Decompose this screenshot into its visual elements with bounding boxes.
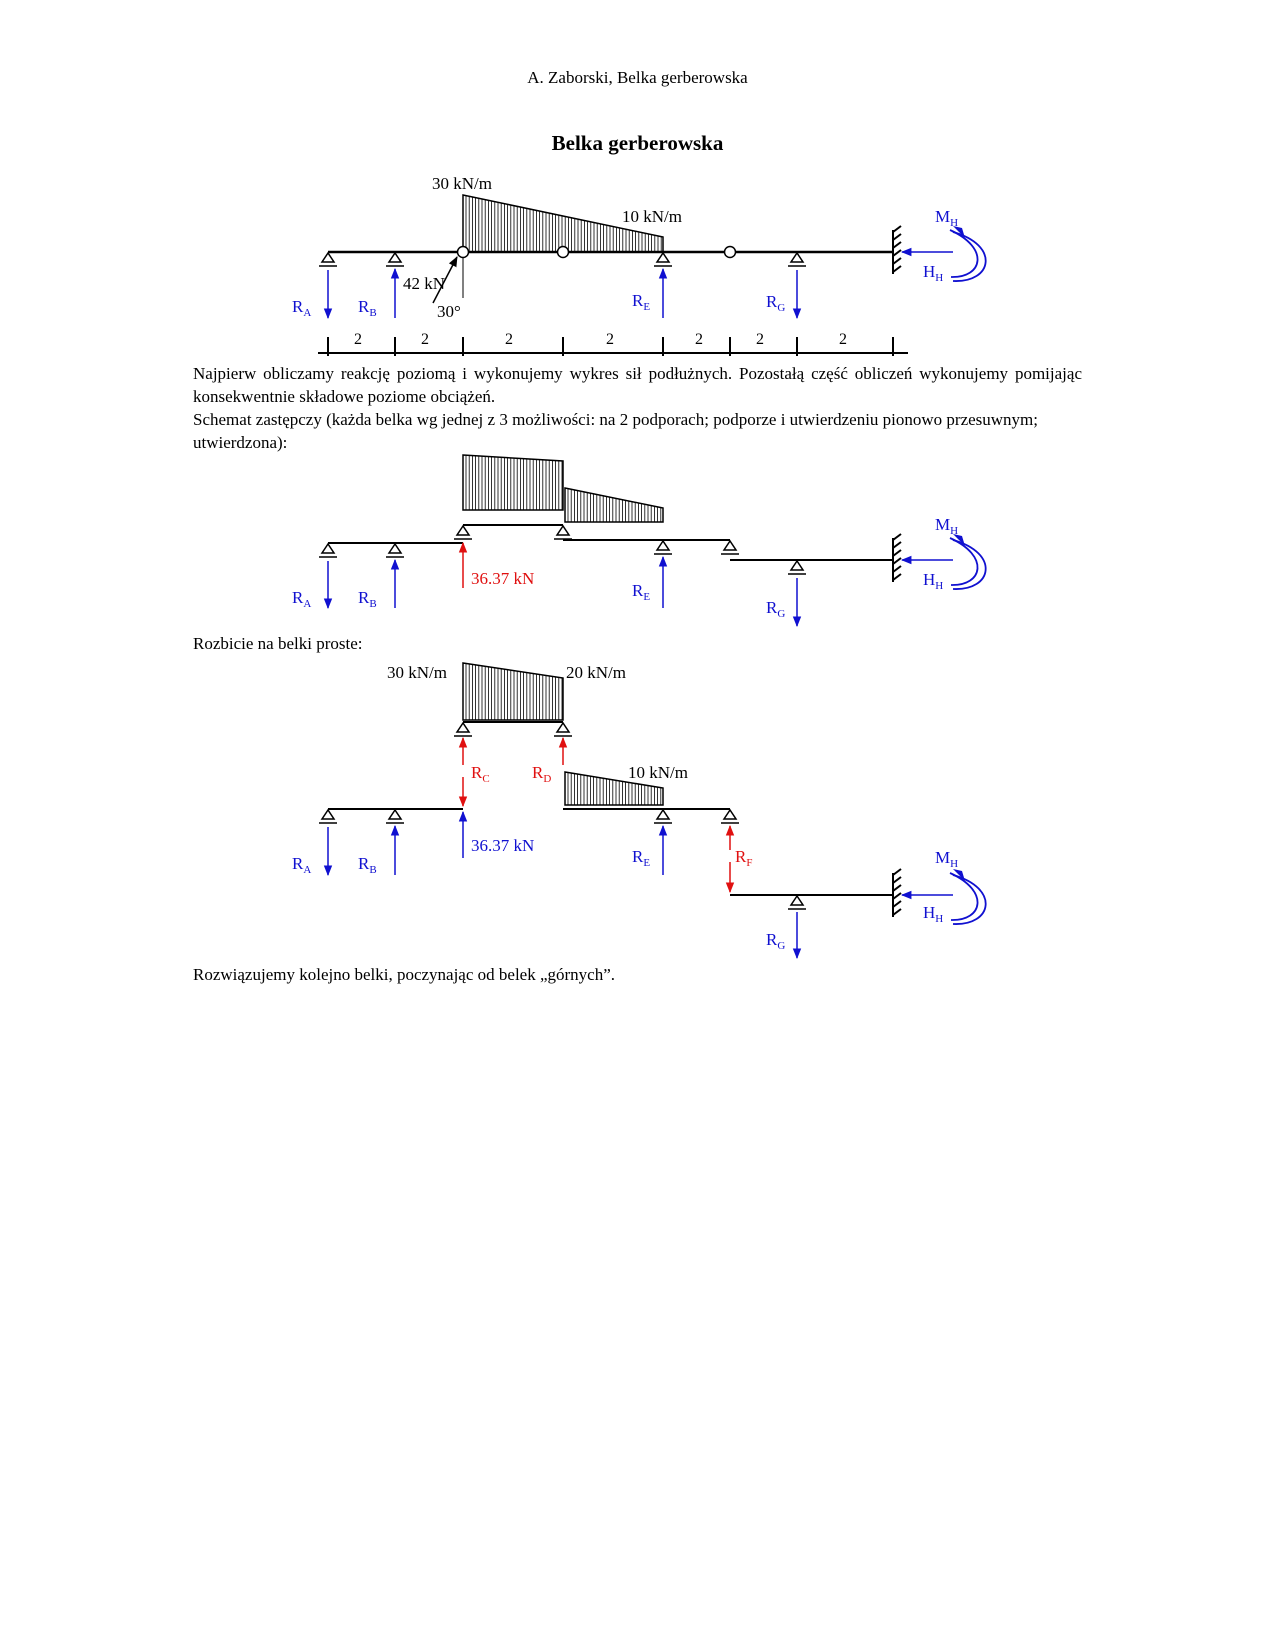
hinge-c — [458, 247, 469, 258]
dimension-label: 2 — [606, 331, 614, 348]
fixed-support-h — [893, 226, 901, 274]
support-a — [319, 544, 337, 557]
load-label-10: 10 kN/m — [622, 207, 682, 226]
dimension-label: 2 — [756, 331, 764, 348]
support-e — [654, 541, 672, 554]
label-ra: $R_A$ — [292, 588, 312, 610]
support-g — [788, 253, 806, 266]
dimension-label: 2 — [421, 331, 429, 348]
label-rg: $R_G$ — [766, 930, 786, 952]
label-rb: $R_B$ — [358, 297, 377, 319]
support-c-top — [454, 526, 472, 539]
label-re: $R_E$ — [632, 581, 651, 603]
moment-mh-arrow — [950, 534, 986, 589]
paragraph-decomposition: Rozbicie na belki proste: — [193, 634, 363, 653]
support-b — [386, 253, 404, 266]
label-mh: $M_H$ — [935, 848, 959, 870]
label-rg: $R_G$ — [766, 598, 786, 620]
support-g — [788, 896, 806, 909]
support-g — [788, 561, 806, 574]
support-b — [386, 544, 404, 557]
label-rf: $R_F$ — [735, 847, 753, 869]
label-ra: $R_A$ — [292, 854, 312, 876]
label-rg: $R_G$ — [766, 292, 786, 314]
moment-mh-arrow — [950, 869, 986, 924]
support-d-top — [554, 526, 572, 539]
dimension-label: 2 — [354, 331, 362, 348]
label-mh: $M_H$ — [935, 207, 959, 229]
dimension-label: 2 — [695, 331, 703, 348]
page-title: Belka gerberowska — [551, 131, 724, 155]
fixed-support-h — [893, 869, 901, 917]
dimension-label: 2 — [505, 331, 513, 348]
label-rb: $R_B$ — [358, 588, 377, 610]
label-rd: $R_D$ — [532, 763, 552, 785]
moment-mh-arrow — [950, 226, 986, 281]
load-label-20: 20 kN/m — [566, 663, 626, 682]
figure-equivalent-scheme — [0, 450, 1275, 630]
support-a — [319, 810, 337, 823]
label-rb: $R_B$ — [358, 854, 377, 876]
label-ra: $R_A$ — [292, 297, 312, 319]
angle-label: 30° — [437, 302, 461, 321]
force-label-36: 36.37 kN — [471, 569, 535, 588]
label-mh: $M_H$ — [935, 515, 959, 537]
force-label-36: 36.37 kN — [471, 836, 535, 855]
page-header: A. Zaborski, Belka gerberowska — [527, 68, 748, 87]
paragraph-solve-order: Rozwiązujemy kolejno belki, poczynając od belek „górnych”. — [193, 965, 616, 984]
paragraph-intro: Najpierw obliczamy reakcję poziomą i wykonujemy wykres sił podłużnych. Pozostałą część obliczeń wykonujemy pomijając konsekwentnie składowe poziome obciążeń. — [193, 364, 1082, 406]
load-label-10: 10 kN/m — [628, 763, 688, 782]
figure-simple-beams — [0, 655, 1275, 960]
hinge-f — [725, 247, 736, 258]
support-a — [319, 253, 337, 266]
figure-gerber-beam — [0, 160, 1275, 360]
paragraph-equivalent-scheme: Schemat zastępczy (każda belka wg jednej z 3 możliwości: na 2 podporach; podporze i utwierdzeniu pionowo przesuwnym; utwierdzona): — [193, 410, 1039, 452]
label-re: $R_E$ — [632, 847, 651, 869]
support-f — [721, 541, 739, 554]
label-re: $R_E$ — [632, 291, 651, 313]
dimension-label: 2 — [839, 331, 847, 348]
label-hh: $H_H$ — [923, 903, 944, 925]
label-rc: $R_C$ — [471, 763, 490, 785]
label-hh: $H_H$ — [923, 262, 944, 284]
load-block-cd — [463, 663, 563, 720]
support-c — [454, 723, 472, 736]
load-block-de — [565, 488, 663, 522]
support-f — [721, 810, 739, 823]
load-label-30: 30 kN/m — [387, 663, 447, 682]
load-label-30: 30 kN/m — [432, 174, 492, 193]
label-hh: $H_H$ — [923, 570, 944, 592]
hinge-d — [558, 247, 569, 258]
load-block-cd — [463, 455, 563, 510]
support-e — [654, 253, 672, 266]
support-d — [554, 723, 572, 736]
fixed-support-h — [893, 534, 901, 582]
force-label-42: 42 kN — [403, 274, 446, 293]
support-b — [386, 810, 404, 823]
support-e — [654, 810, 672, 823]
